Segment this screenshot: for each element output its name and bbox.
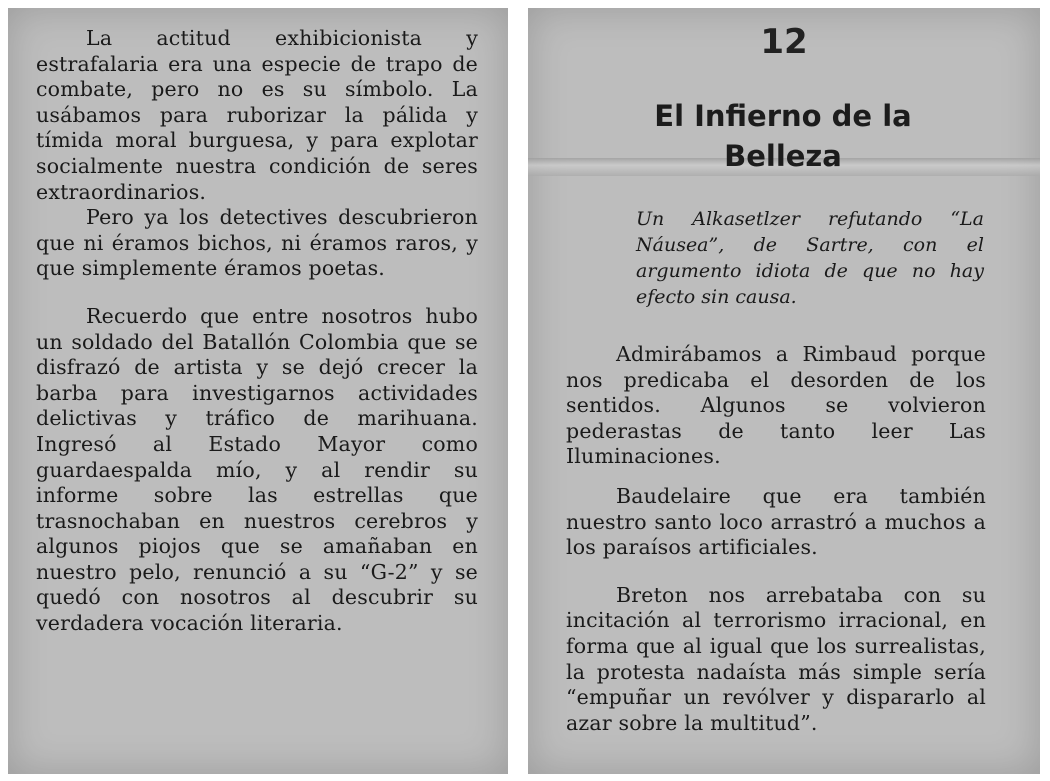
article-subtitle: Un Alkasetlzer refutando “La Náusea”, de Sartre, con el argumento idiota de que no hay efecto sin causa. [636,208,984,308]
left-paragraph-3: Recuerdo que entre nosotros hubo un soldado del Batallón Colombia que se disfrazó de artista y se dejó crecer la barba para investigarnos actividades delictivas y tráfico de marihuana. Ingresó al Estado Mayor como guardaespalda mío, y al rendir su informe sobre las estrellas que trasnochaban en nuestros cerebros y algunos piojos que se amañaban en nuestro pelo, renunció a su “G-2” y se quedó con nosotros al descubrir su verdadera vocación literaria. [36,303,478,636]
left-paragraph-2: Pero ya los detectives descubrieron que ni éramos bichos, ni éramos raros, y que simplemente éramos poetas. [36,205,478,281]
left-newspaper-clipping [8,8,508,774]
right-paragraph-1: Admirábamos a Rimbaud porque nos predicaba el desorden de los sentidos. Algunos se volvieron pederastas de tanto leer Las Iluminaciones. [566,342,986,469]
article-title: El Infierno de la Belleza [654,99,912,173]
right-paragraph-3: Breton nos arrebataba con su incitación al terrorismo irracional, en forma que al igual que los surrealistas, la protesta nadaísta más simple sería “empuñar un revólver y dispararlo al azar sobre la multitud”. [566,582,986,735]
right-newspaper-clipping [528,8,1040,774]
left-paragraph-1: La actitud exhibicionista y estrafalaria era una especie de trapo de combate, pero no es su símbolo. La usábamos para ruborizar la pálida y tímida moral burguesa, y para explotar socialmente nuestra condición de seres extraordinarios. [36,26,478,204]
right-paragraph-2: Baudelaire que era también nuestro santo loco arrastró a muchos a los paraísos artificiales. [566,483,986,560]
right-column-text [566,342,986,736]
page-number: 12 [760,22,808,62]
left-column-text [36,26,478,637]
